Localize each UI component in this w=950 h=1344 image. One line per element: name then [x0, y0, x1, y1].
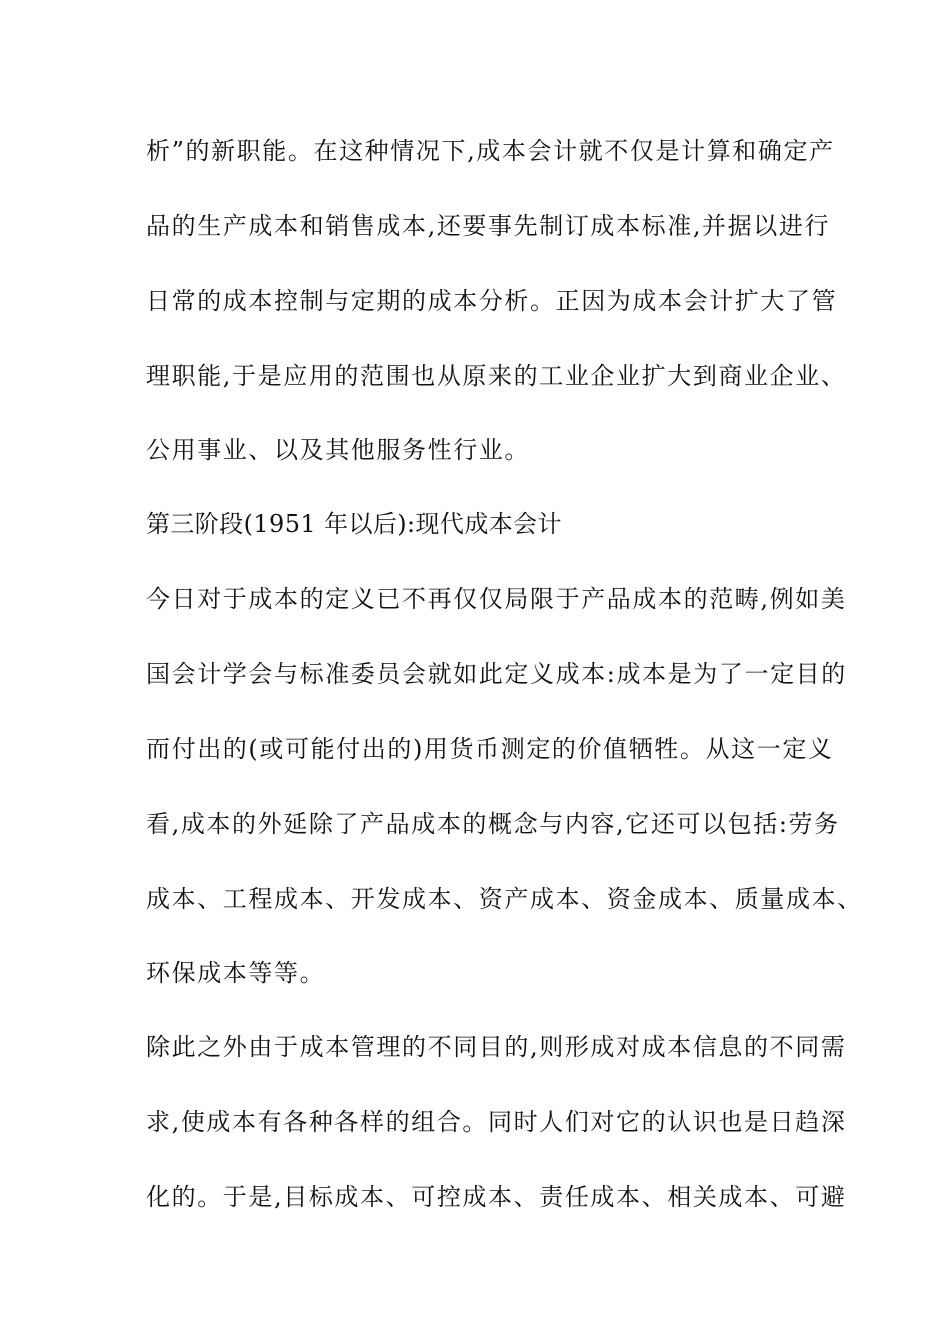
text-line-3: 日常的成本控制与定期的成本分析。正因为成本会计扩大了管	[146, 287, 838, 315]
text-line-9: 而付出的(或可能付出的)用货币测定的价值牺牲。从这一定义	[146, 735, 834, 763]
text-line-14: 求,使成本有各种各样的组合。同时人们对它的认识也是日趋深	[146, 1108, 847, 1136]
text-line-8: 国会计学会与标准委员会就如此定义成本:成本是为了一定目的	[146, 660, 847, 688]
text-line-12: 环保成本等等。	[146, 959, 326, 987]
text-line-10: 看,成本的外延除了产品成本的概念与内容,它还可以包括:劳务	[146, 810, 840, 838]
text-line-5: 公用事业、以及其他服务性行业。	[146, 436, 530, 464]
section-heading: 第三阶段(1951 年以后):现代成本会计	[146, 510, 562, 538]
text-line-13: 除此之外由于成本管理的不同目的,则形成对成本信息的不同需	[146, 1033, 847, 1061]
text-line-15: 化的。于是,目标成本、可控成本、责任成本、相关成本、可避	[146, 1183, 847, 1211]
text-line-2: 品的生产成本和销售成本,还要事先制订成本标准,并据以进行	[146, 212, 831, 240]
text-line-7: 今日对于成本的定义已不再仅仅局限于产品成本的范畴,例如美	[146, 585, 847, 613]
text-line-4: 理职能,于是应用的范围也从原来的工业企业扩大到商业企业、	[146, 362, 847, 390]
text-line-11: 成本、工程成本、开发成本、资产成本、资金成本、质量成本、	[146, 885, 863, 913]
text-line-1: 析”的新职能。在这种情况下,成本会计就不仅是计算和确定产	[146, 137, 835, 165]
